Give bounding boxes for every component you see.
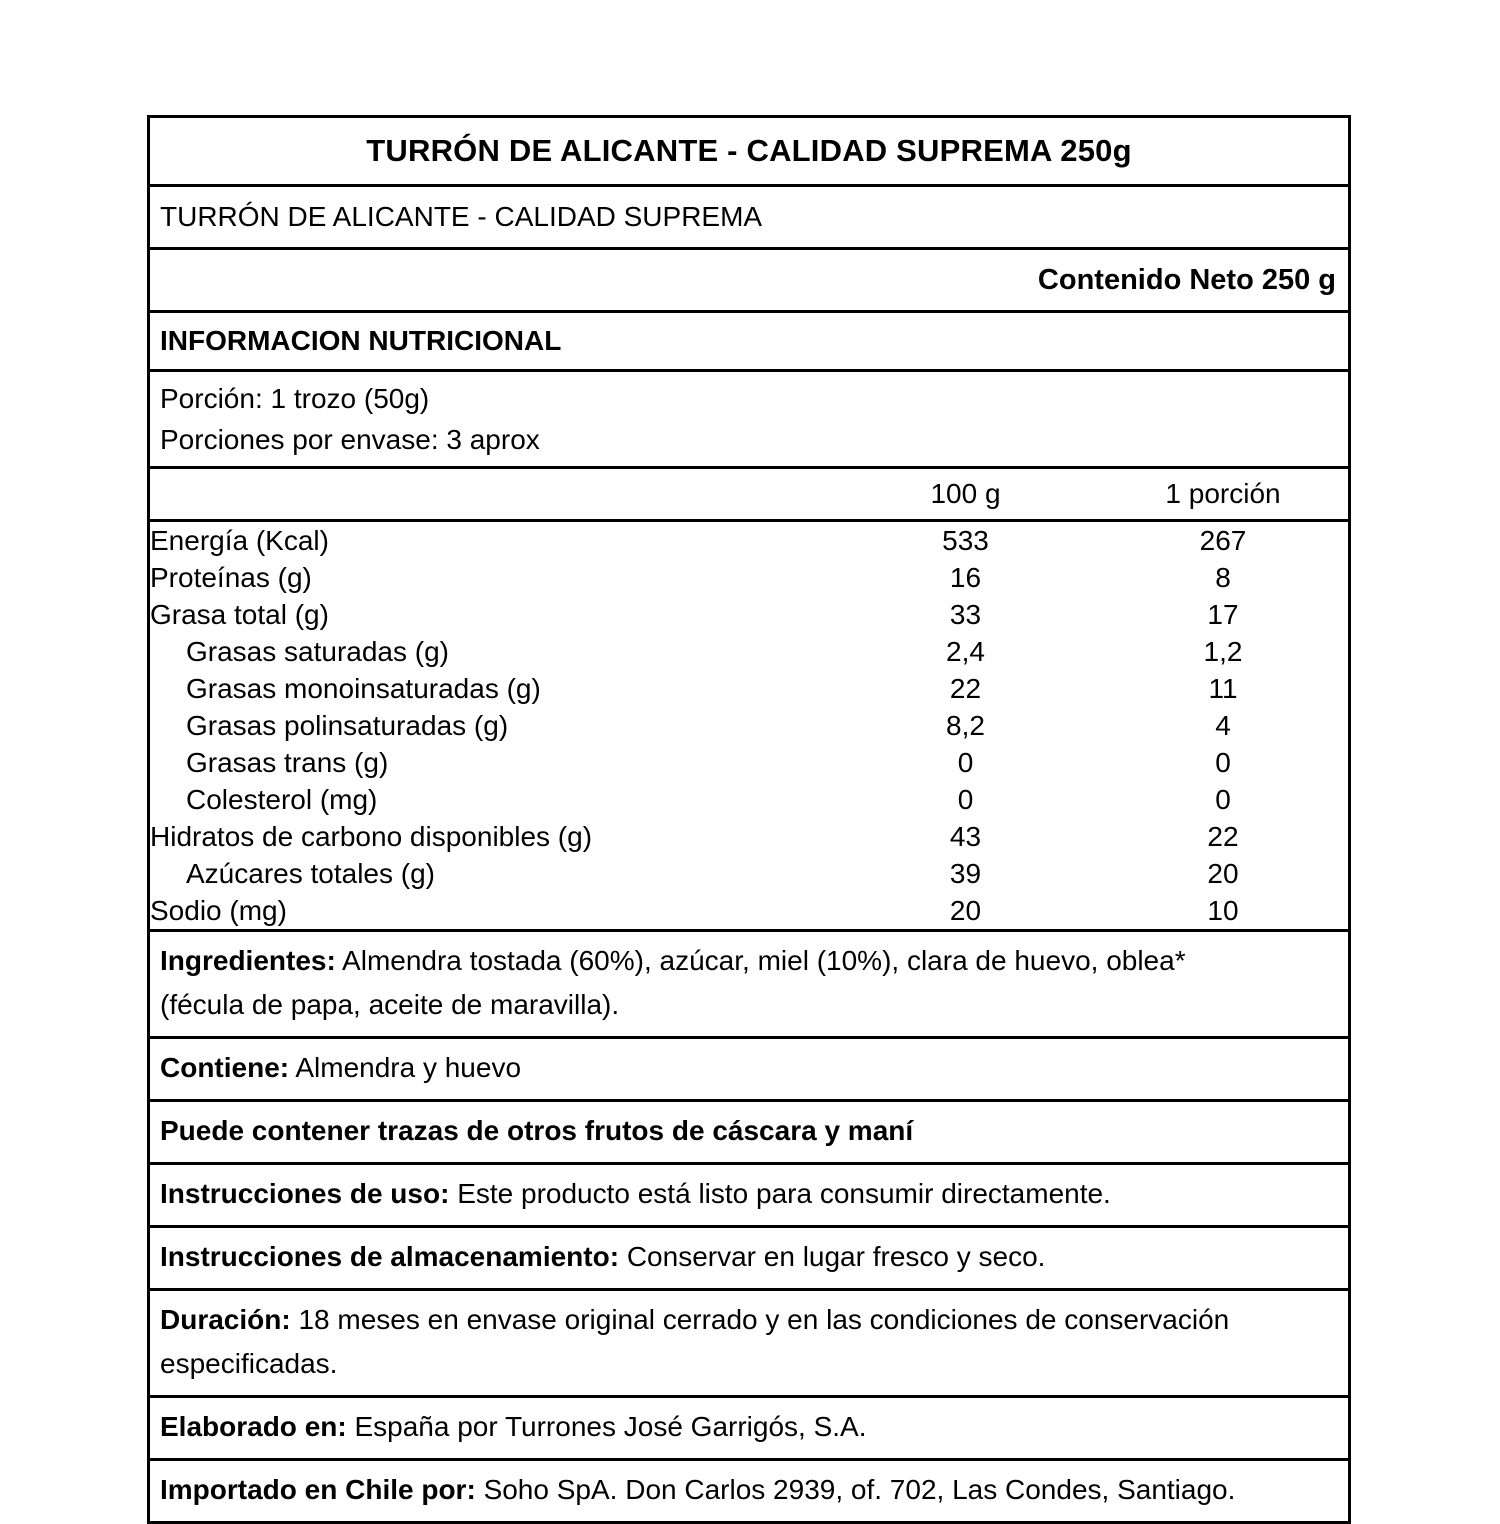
table-row	[150, 670, 1348, 707]
nutrient-value-per-portion: 1,2	[1203, 636, 1243, 667]
nutrient-value-per-portion: 8	[1215, 562, 1231, 593]
nutrient-value-per-portion: 267	[1199, 525, 1247, 556]
duration-label: Duración:	[160, 1304, 291, 1335]
contains-row	[150, 1039, 1348, 1102]
storage-instructions-row	[150, 1228, 1348, 1291]
nutrient-name: Energía (Kcal)	[150, 525, 329, 556]
table-row	[150, 744, 1348, 781]
nutrition-label	[147, 115, 1351, 1524]
nutrient-name: Hidratos de carbono disponibles (g)	[150, 821, 593, 852]
nutrient-value-per-portion: 10	[1207, 895, 1239, 926]
ingredients-row	[150, 932, 1348, 1039]
nutrient-name: Colesterol (mg)	[186, 784, 378, 815]
nutrient-value-per-portion: 17	[1207, 599, 1239, 630]
table-row	[150, 781, 1348, 818]
ingredients-text-1: Almendra tostada (60%), azúcar, miel (10%), clara de huevo, oblea*	[342, 945, 1186, 976]
nutrition-table	[150, 466, 1348, 929]
net-content: Contenido Neto 250 g	[150, 250, 1348, 313]
duration-row	[150, 1291, 1348, 1398]
duration-line-1	[160, 1298, 1338, 1342]
column-header-per-portion: 1 porción	[1098, 468, 1348, 521]
nutrient-value-per-100g: 33	[949, 599, 982, 630]
storage-instructions-line	[160, 1235, 1338, 1279]
nutrition-table-head	[150, 468, 1348, 521]
ingredients-label: Ingredientes:	[160, 945, 336, 976]
nutrient-value-per-portion: 20	[1207, 858, 1239, 889]
table-header-row	[150, 468, 1348, 521]
column-header-nutrient	[150, 468, 833, 521]
nutrient-name: Grasas saturadas (g)	[186, 636, 449, 667]
nutrient-name: Sodio (mg)	[150, 895, 287, 926]
importer-value: Soho SpA. Don Carlos 2939, of. 702, Las Condes, Santiago.	[483, 1474, 1236, 1505]
nutrient-value-per-portion: 11	[1208, 673, 1238, 704]
nutrient-value-per-100g: 20	[949, 895, 982, 926]
contains-value: Almendra y huevo	[295, 1052, 522, 1083]
nutrient-name: Grasas trans (g)	[186, 747, 389, 778]
column-header-per-100g: 100 g	[833, 468, 1098, 521]
use-instructions-label: Instrucciones de uso:	[160, 1178, 450, 1209]
table-row	[150, 596, 1348, 633]
portion-size: Porción: 1 trozo (50g)	[160, 383, 430, 414]
traces-warning-row	[150, 1102, 1348, 1165]
use-instructions-line	[160, 1172, 1338, 1216]
ingredients-line-1	[160, 939, 1338, 983]
contains-label: Contiene:	[160, 1052, 290, 1083]
nutrient-value-per-100g: 16	[949, 562, 982, 593]
storage-instructions-value: Conservar en lugar fresco y seco.	[626, 1241, 1046, 1272]
made-in-value: España por Turrones José Garrigós, S.A.	[354, 1411, 867, 1442]
nutrient-name: Grasa total (g)	[150, 599, 329, 630]
nutrient-value-per-portion: 0	[1215, 747, 1231, 778]
use-instructions-row	[150, 1165, 1348, 1228]
duration-line-2: especificadas.	[160, 1348, 338, 1379]
importer-line	[160, 1468, 1338, 1512]
use-instructions-value: Este producto está listo para consumir directamente.	[457, 1178, 1111, 1209]
traces-warning: Puede contener trazas de otros frutos de cáscara y maní	[160, 1115, 914, 1146]
nutrient-name: Proteínas (g)	[150, 562, 312, 593]
nutrient-value-per-100g: 8,2	[946, 710, 985, 741]
product-subtitle: TURRÓN DE ALICANTE - CALIDAD SUPREMA	[150, 187, 1348, 250]
table-row	[150, 633, 1348, 670]
duration-text-1: 18 meses en envase original cerrado y en las condiciones de conservación	[298, 1304, 1230, 1335]
nutrient-value-per-100g: 39	[949, 858, 982, 889]
nutrient-value-per-100g: 0	[957, 747, 974, 778]
nutrient-value-per-100g: 22	[949, 673, 982, 704]
contains-line	[160, 1046, 1338, 1090]
portion-info	[150, 372, 1348, 466]
table-row	[150, 521, 1348, 560]
nutrient-name: Azúcares totales (g)	[186, 858, 435, 889]
portions-per-package: Porciones por envase: 3 aprox	[160, 424, 540, 455]
product-title: TURRÓN DE ALICANTE - CALIDAD SUPREMA 250g	[150, 118, 1348, 187]
importer-label: Importado en Chile por:	[160, 1474, 476, 1505]
table-row	[150, 818, 1348, 855]
nutrient-name: Grasas monoinsaturadas (g)	[186, 673, 541, 704]
nutrition-table-body	[150, 521, 1348, 930]
importer-row	[150, 1461, 1348, 1521]
table-row	[150, 855, 1348, 892]
nutrient-value-per-100g: 533	[942, 525, 989, 556]
nutrient-value-per-100g: 43	[949, 821, 982, 852]
table-row	[150, 892, 1348, 929]
nutrient-value-per-portion: 0	[1215, 784, 1231, 815]
ingredients-line-2: (fécula de papa, aceite de maravilla).	[160, 989, 620, 1020]
made-in-row	[150, 1398, 1348, 1461]
nutrient-value-per-portion: 22	[1207, 821, 1239, 852]
nutrition-heading: INFORMACION NUTRICIONAL	[150, 313, 1348, 372]
nutrient-value-per-100g: 0	[957, 784, 974, 815]
nutrient-value-per-100g: 2,4	[946, 636, 985, 667]
nutrition-table-wrap	[150, 466, 1348, 932]
nutrient-name: Grasas polinsaturadas (g)	[186, 710, 509, 741]
made-in-line	[160, 1405, 1338, 1449]
table-row	[150, 707, 1348, 744]
nutrient-value-per-portion: 4	[1215, 710, 1231, 741]
table-row	[150, 559, 1348, 596]
made-in-label: Elaborado en:	[160, 1411, 347, 1442]
storage-instructions-label: Instrucciones de almacenamiento:	[160, 1241, 620, 1272]
